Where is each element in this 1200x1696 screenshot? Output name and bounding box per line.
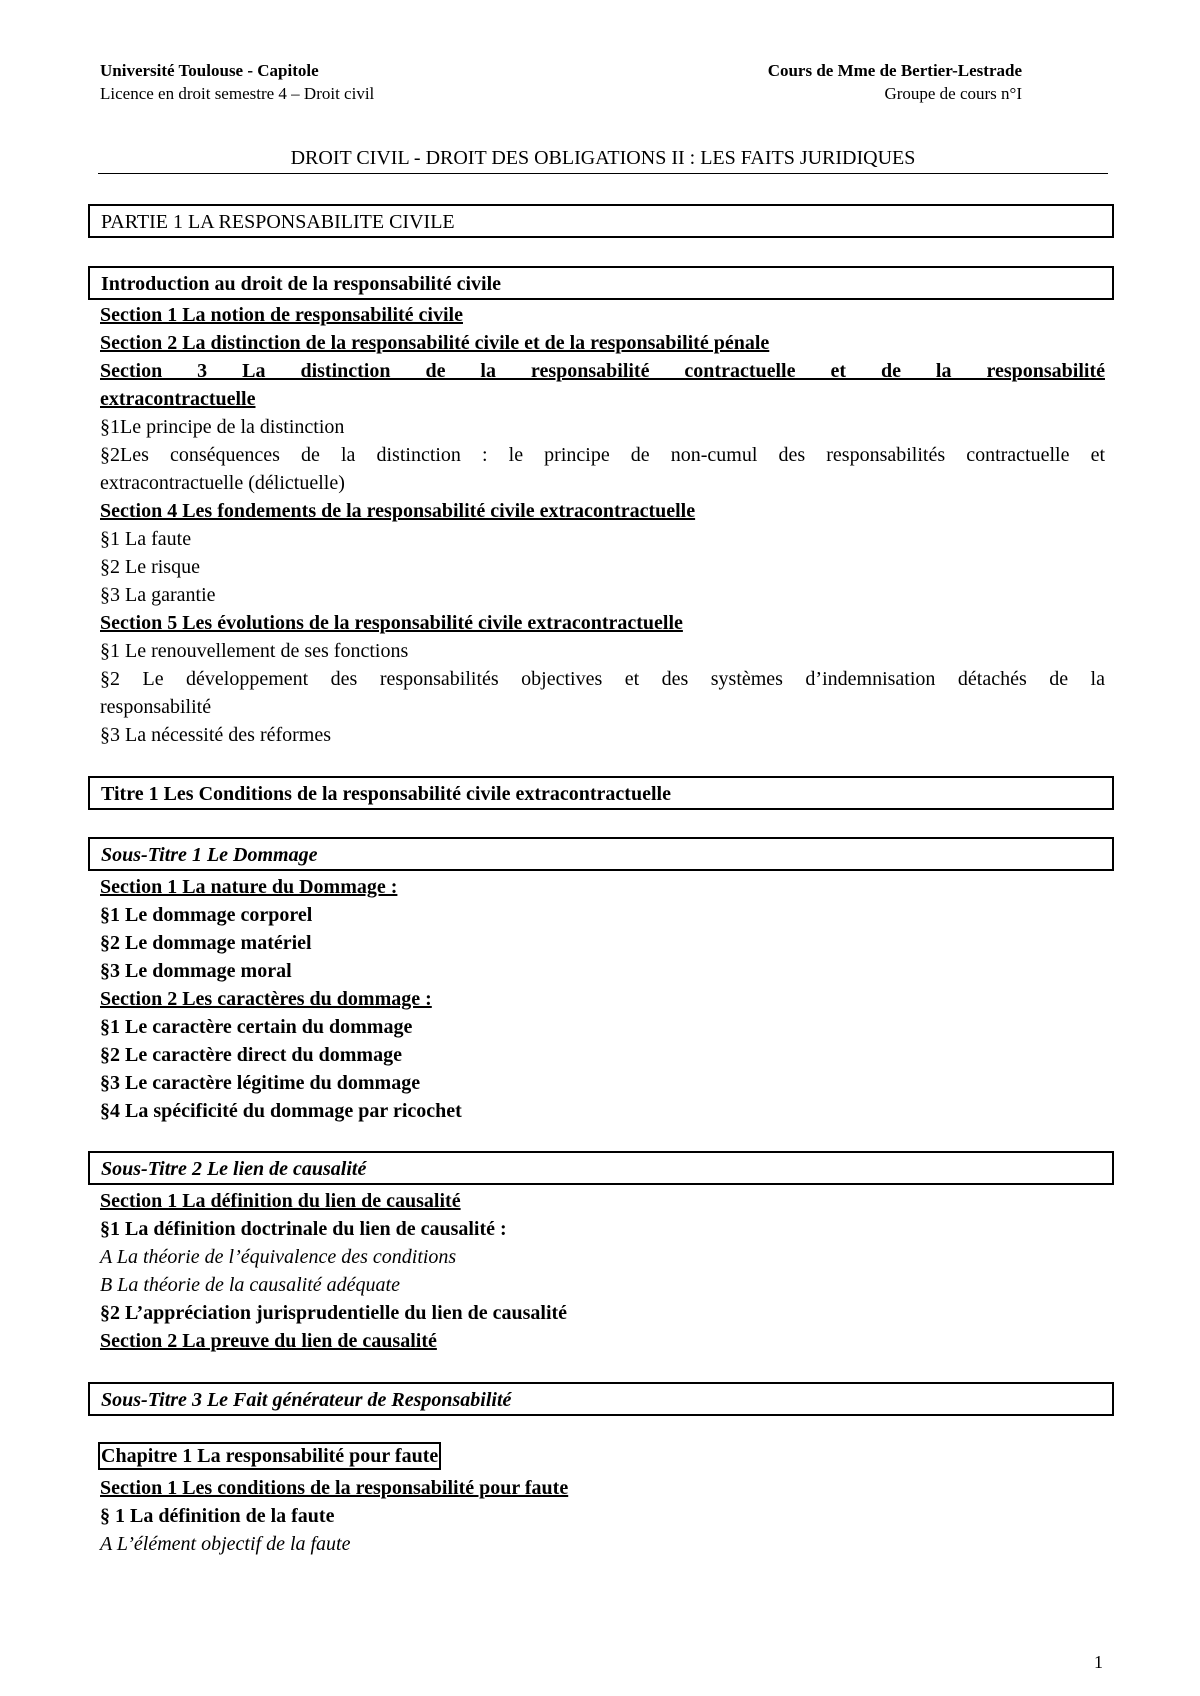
st3-section-1-para-1: § 1 La définition de la faute	[100, 1505, 335, 1527]
intro-section-4-para-2: §2 Le risque	[100, 556, 200, 578]
soustitre1-heading: Sous-Titre 1 Le Dommage	[101, 844, 318, 866]
intro-section-3-para-2-line1: §2Les conséquences de la distinction : le principe de non-cumul des responsabilités contractuelle et	[100, 444, 1105, 466]
intro-section-5-para-2-line1: §2 Le développement des responsabilités objectives et des systèmes d’indemnisation détachés de la	[100, 668, 1105, 690]
intro-section-3-line1: Section 3 La distinction de la responsabilité contractuelle et de la responsabilité	[100, 360, 1105, 382]
intro-section-4-para-1: §1 La faute	[100, 528, 192, 550]
st1-section-1-para-3: §3 Le dommage moral	[100, 960, 292, 982]
soustitre1-heading-box	[88, 837, 1114, 871]
intro-section-4: Section 4 Les fondements de la responsabilité civile extracontractuelle	[100, 500, 696, 522]
titre1-heading-box	[88, 776, 1114, 810]
intro-section-3-line2: extracontractuelle	[100, 388, 256, 410]
st1-section-1: Section 1 La nature du Dommage :	[100, 876, 398, 898]
st1-section-1-para-2: §2 Le dommage matériel	[100, 932, 312, 954]
st1-section-2-para-1: §1 Le caractère certain du dommage	[100, 1016, 413, 1038]
intro-section-3-para-1: §1Le principe de la distinction	[100, 416, 345, 438]
intro-section-5-para-3: §3 La nécessité des réformes	[100, 724, 332, 746]
st3-chapter-1: Chapitre 1 La responsabilité pour faute	[98, 1442, 441, 1470]
soustitre3-heading: Sous-Titre 3 Le Fait générateur de Responsabilité	[101, 1389, 512, 1411]
intro-heading: Introduction au droit de la responsabilité civile	[101, 273, 502, 295]
st2-section-1-para-2: §2 L’appréciation jurisprudentielle du lien de causalité	[100, 1302, 568, 1324]
intro-section-5: Section 5 Les évolutions de la responsabilité civile extracontractuelle	[100, 612, 683, 634]
st1-section-1-para-1: §1 Le dommage corporel	[100, 904, 313, 926]
partie-heading-box	[88, 204, 1114, 238]
st1-section-2-para-3: §3 Le caractère légitime du dommage	[100, 1072, 421, 1094]
intro-section-5-para-2-line2: responsabilité	[100, 696, 212, 718]
st1-section-2-para-4: §4 La spécificité du dommage par ricochet	[100, 1100, 462, 1122]
intro-section-2: Section 2 La distinction de la responsabilité civile et de la responsabilité pénale	[100, 332, 770, 354]
intro-section-4-para-3: §3 La garantie	[100, 584, 216, 606]
soustitre2-heading: Sous-Titre 2 Le lien de causalité	[101, 1158, 367, 1180]
st2-section-1: Section 1 La définition du lien de causalité	[100, 1190, 461, 1212]
group-label: Groupe de cours n°I	[884, 84, 1022, 103]
intro-section-1: Section 1 La notion de responsabilité civile	[100, 304, 463, 326]
intro-section-3-para-2-line2: extracontractuelle (délictuelle)	[100, 472, 345, 494]
title-underline	[98, 173, 1108, 174]
teacher-label: Cours de Mme de Bertier-Lestrade	[767, 61, 1022, 80]
partie-heading: PARTIE 1 LA RESPONSABILITE CIVILE	[101, 211, 455, 233]
st2-section-1-sub-a: A La théorie de l’équivalence des conditions	[100, 1246, 457, 1268]
university-name: Université Toulouse - Capitole	[100, 61, 319, 80]
st3-section-1: Section 1 Les conditions de la responsabilité pour faute	[100, 1477, 569, 1499]
soustitre2-heading-box	[88, 1151, 1114, 1185]
soustitre3-heading-box	[88, 1382, 1114, 1416]
st2-section-2: Section 2 La preuve du lien de causalité	[100, 1330, 437, 1352]
st3-chapter-1-line	[98, 1442, 1103, 1470]
st1-section-2: Section 2 Les caractères du dommage :	[100, 988, 432, 1010]
titre1-heading: Titre 1 Les Conditions de la responsabilité civile extracontractuelle	[101, 783, 671, 805]
intro-section-5-para-1: §1 Le renouvellement de ses fonctions	[100, 640, 409, 662]
licence-label: Licence en droit semestre 4 – Droit civil	[100, 84, 375, 103]
page-number: 1	[1094, 1652, 1103, 1672]
intro-heading-box	[88, 266, 1114, 300]
page-title: DROIT CIVIL - DROIT DES OBLIGATIONS II : LES FAITS JURIDIQUES	[290, 147, 916, 169]
st3-section-1-sub-a: A L’élément objectif de la faute	[100, 1533, 351, 1555]
st1-section-2-para-2: §2 Le caractère direct du dommage	[100, 1044, 402, 1066]
st2-section-1-para-1: §1 La définition doctrinale du lien de causalité :	[100, 1218, 507, 1240]
st2-section-1-sub-b: B La théorie de la causalité adéquate	[100, 1274, 400, 1296]
